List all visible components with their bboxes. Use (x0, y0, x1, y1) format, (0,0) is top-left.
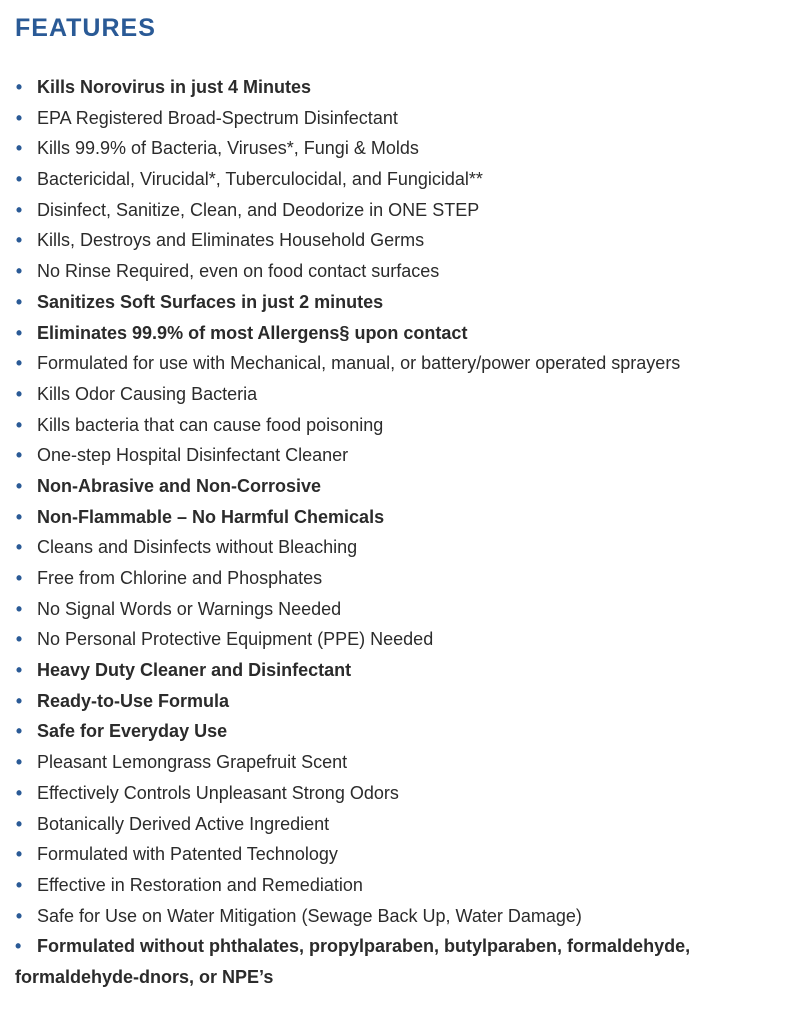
feature-text: Kills bacteria that can cause food poisoning (37, 414, 384, 435)
bullet-icon: • (15, 874, 23, 895)
feature-list-item (0, 778, 800, 809)
feature-text: Formulated without phthalates, propylparaben, butylparaben, formaldehyde, formaldehyde-dnors, or NPE’s (15, 936, 691, 987)
bullet-icon: • (15, 383, 23, 404)
feature-text: Formulated for use with Mechanical, manual, or battery/power operated sprayers (37, 353, 681, 374)
bullet-icon: • (15, 138, 23, 159)
feature-text: Kills Odor Causing Bacteria (37, 383, 258, 404)
feature-list-item (0, 287, 800, 318)
feature-text: Safe for Everyday Use (37, 721, 228, 742)
feature-list-item (0, 686, 800, 717)
feature-list-item (0, 624, 800, 655)
feature-list-item (0, 348, 800, 379)
bullet-icon: • (15, 629, 23, 650)
feature-text: Bactericidal, Virucidal*, Tuberculocidal, and Fungicidal** (37, 169, 483, 190)
bullet-icon: • (15, 353, 23, 374)
feature-list-item (0, 103, 800, 134)
bullet-icon: • (15, 813, 23, 834)
feature-list-item (0, 809, 800, 840)
bullet-icon: • (15, 506, 23, 527)
bullet-icon: • (15, 199, 23, 220)
feature-text: Sanitizes Soft Surfaces in just 2 minutes (37, 291, 384, 312)
feature-list-item (0, 410, 800, 441)
feature-text: Effectively Controls Unpleasant Strong Odors (37, 782, 399, 803)
bullet-icon: • (15, 414, 23, 435)
bullet-icon: • (15, 475, 23, 496)
feature-text: Kills 99.9% of Bacteria, Viruses*, Fungi & Molds (37, 138, 419, 159)
bullet-icon: • (15, 445, 23, 466)
bullet-icon: • (15, 690, 23, 711)
bullet-icon: • (15, 844, 23, 865)
feature-text: Ready-to-Use Formula (37, 690, 230, 711)
bullet-icon: • (15, 537, 23, 558)
bullet-icon: • (15, 107, 23, 128)
feature-list-item (0, 870, 800, 901)
feature-text: No Rinse Required, even on food contact surfaces (37, 261, 440, 282)
feature-list-item (0, 532, 800, 563)
feature-text: No Personal Protective Equipment (PPE) Needed (37, 629, 434, 650)
bullet-icon: • (15, 568, 23, 588)
feature-list-item (0, 225, 800, 256)
feature-list-item (0, 931, 775, 992)
bullet-icon: • (15, 936, 22, 957)
feature-list-item (0, 164, 800, 195)
bullet-icon: • (15, 905, 23, 926)
feature-text: EPA Registered Broad-Spectrum Disinfectant (37, 107, 398, 128)
feature-list-item (0, 256, 800, 287)
feature-text: Disinfect, Sanitize, Clean, and Deodorize in ONE STEP (37, 199, 480, 220)
bullet-icon: • (15, 598, 23, 619)
bullet-icon: • (15, 782, 23, 803)
feature-list-item (0, 563, 800, 594)
feature-text: Heavy Duty Cleaner and Disinfectant (37, 660, 352, 681)
feature-list-item (0, 195, 800, 226)
bullet-icon: • (15, 169, 23, 190)
feature-text: One-step Hospital Disinfectant Cleaner (37, 445, 349, 466)
feature-text: Kills Norovirus in just 4 Minutes (37, 77, 312, 97)
feature-text: Effective in Restoration and Remediation (37, 874, 363, 895)
feature-text: Cleans and Disinfects without Bleaching (37, 537, 358, 558)
feature-list-item (0, 379, 800, 410)
feature-list-item (0, 594, 800, 625)
features-heading: FEATURES (15, 14, 156, 42)
feature-list-item (0, 133, 800, 164)
bullet-icon: • (15, 322, 23, 343)
feature-list-item (0, 901, 800, 932)
feature-text: Botanically Derived Active Ingredient (37, 813, 330, 834)
bullet-icon: • (15, 230, 23, 251)
feature-list-item (0, 72, 800, 103)
feature-list-item (0, 839, 800, 870)
feature-text: Safe for Use on Water Mitigation (Sewage Back Up, Water Damage) (37, 905, 582, 926)
bullet-icon: • (15, 261, 23, 282)
bullet-icon: • (15, 291, 23, 312)
feature-text: Eliminates 99.9% of most Allergens§ upon contact (37, 322, 468, 343)
feature-text: Non-Abrasive and Non-Corrosive (37, 475, 322, 496)
bullet-icon: • (15, 752, 23, 773)
feature-text: Formulated with Patented Technology (37, 844, 338, 865)
feature-list-item (0, 440, 800, 471)
bullet-icon: • (15, 660, 23, 681)
bullet-icon: • (15, 721, 23, 742)
feature-text: Free from Chlorine and Phosphates (37, 568, 323, 588)
feature-text: Pleasant Lemongrass Grapefruit Scent (37, 752, 348, 773)
feature-list-item (0, 655, 800, 686)
feature-list-item (0, 502, 800, 533)
feature-text: Non-Flammable – No Harmful Chemicals (37, 506, 385, 527)
feature-list-item (0, 747, 800, 778)
feature-text: No Signal Words or Warnings Needed (37, 598, 342, 619)
feature-list-item (0, 716, 800, 747)
feature-list-item (0, 318, 800, 349)
feature-text: Kills, Destroys and Eliminates Household Germs (37, 230, 425, 251)
feature-list-item (0, 471, 800, 502)
bullet-icon: • (15, 77, 23, 97)
feature-list (0, 72, 800, 993)
